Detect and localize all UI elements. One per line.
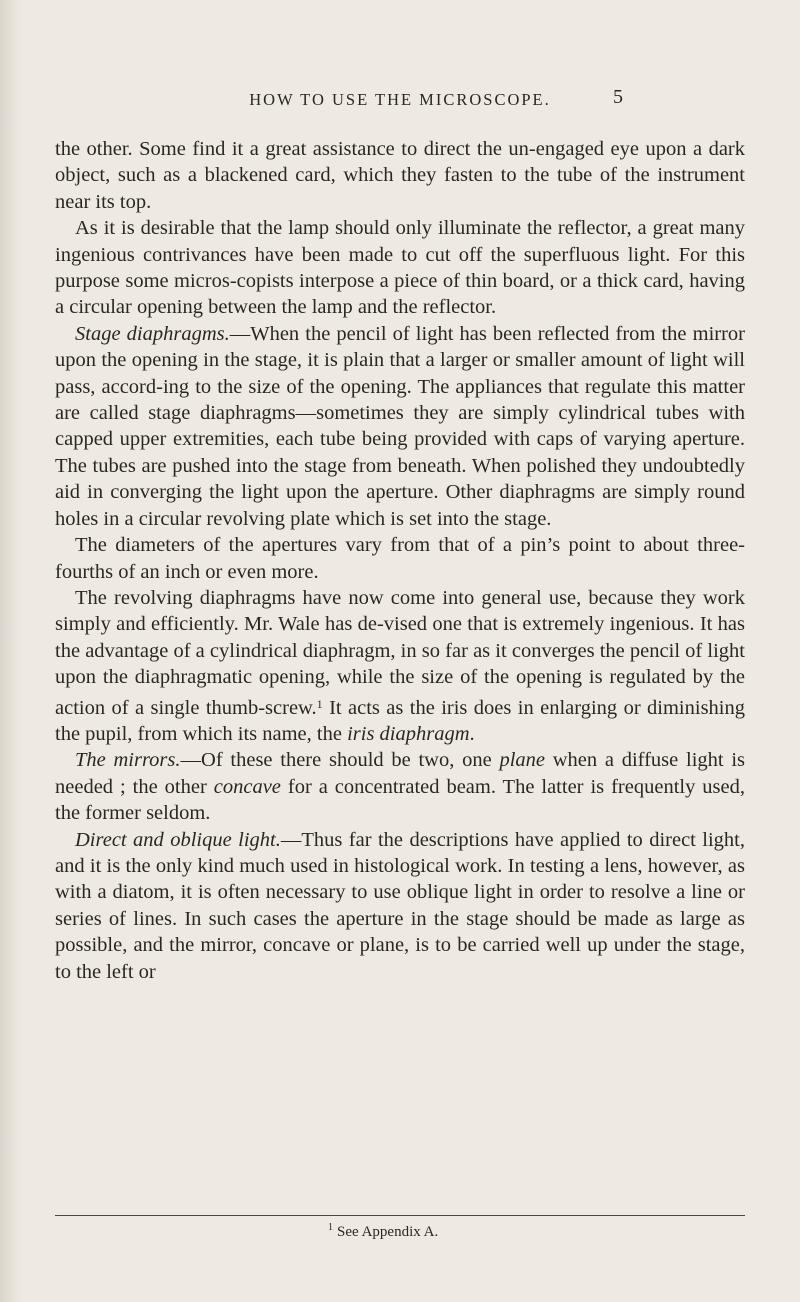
paragraph-text: the other. Some find it a great assistance to direct the un-engaged eye upon a dark object, such as a blackened card, which they fasten to the tube of the instrument near its top. [55, 138, 745, 213]
paragraph-direct-oblique-light [55, 827, 745, 985]
paragraph-text: —Of these there should be two, one [180, 749, 500, 772]
running-head: HOW TO USE THE MICROSCOPE. [249, 90, 551, 109]
page-number: 5 [613, 86, 623, 108]
paragraph-reflector [55, 215, 745, 321]
paragraph-text: when a diffuse light is needed ; the other [55, 749, 746, 798]
paragraph-mirrors [55, 747, 745, 826]
paragraph-revolving-diaphragms [55, 585, 745, 747]
paragraph-text: It acts as the iris does in enlarging or diminishing the pupil, from which its name, the [55, 696, 745, 745]
paragraph-aperture-diameters [55, 532, 745, 585]
paragraph-text: . [469, 722, 475, 745]
paragraph-text: —Thus far the descriptions have applied to direct light, and it is the only kind much used in histological work. In testing a lens, however, as with a diatom, it is often necessary to use oblique light in order to resolve a line or series of lines. In such cases the aperture in the stage should be made as large as possible, and the mirror, concave or plane, is to be carried well up under the stage, to the left or [55, 828, 746, 983]
section-heading: The mirrors. [75, 749, 181, 772]
paragraph-text: The diameters of the apertures vary from that of a pin’s point to about three-fourths of an inch or even more. [55, 534, 745, 583]
footnote [328, 1222, 438, 1241]
section-heading: Direct and oblique light. [75, 828, 281, 851]
paragraph-text: The revolving diaphragms have now come into general use, because they work simply and efficiently. Mr. Wale has de-vised one that is extremely ingenious. It has the advantage of a cylindrical diaphragm, in so far as it converges the pencil of light upon the diaphragmatic opening, while the size of the opening is regulated by the action of a single thumb-screw. [55, 586, 745, 719]
italic-term: concave [213, 775, 281, 798]
page-header [0, 86, 800, 116]
page-edge-shadow [0, 0, 22, 1302]
footnote-mark: 1 [328, 1222, 333, 1233]
paragraph-text: —When the pencil of light has been reflected from the mirror upon the opening in the stage, it is plain that a larger or smaller amount of light will pass, accord-ing to the size of the opening. The appliances that regulate this matter are called stage diaphragms—sometimes they are simply cylindrical tubes with capped upper extremities, each tube being provided with caps of varying aperture. The tubes are pushed into the stage from beneath. When polished they undoubtedly aid in converging the light upon the aperture. Other diaphragms are simply round holes in a circular revolving plate which is set into the stage. [55, 322, 745, 530]
paragraph-continuation [55, 136, 745, 215]
section-heading: Stage diaphragms. [75, 322, 230, 345]
paragraph-stage-diaphragms [55, 321, 745, 532]
paragraph-text: As it is desirable that the lamp should only illuminate the reflector, a great many ingenious contrivances have been made to cut off the superfluous light. For this purpose some micros-copists interpose a piece of thin board, or a thick card, having a circular opening between the lamp and the reflector. [55, 217, 745, 319]
italic-term: iris diaphragm [347, 722, 470, 745]
footnote-reference[interactable]: 1 [316, 696, 323, 711]
paragraph-text: for a concentrated beam. The latter is frequently used, the former seldom. [55, 775, 745, 825]
italic-term: plane [499, 749, 545, 772]
footnote-text: See Appendix A. [337, 1224, 439, 1240]
footnote-divider [55, 1215, 745, 1216]
body-text [55, 136, 745, 985]
